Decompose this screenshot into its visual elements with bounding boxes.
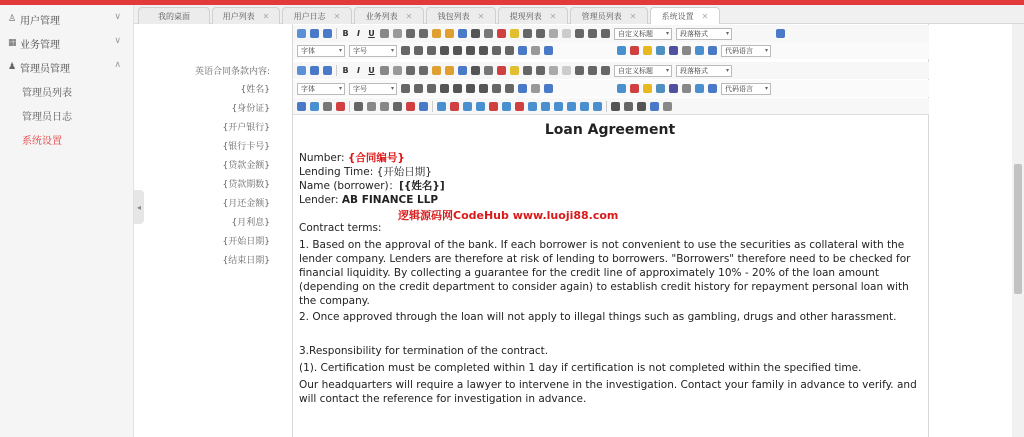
admin-icon: ♟: [8, 62, 17, 72]
term-3-heading: 3.Responsibility for termination of the contract.: [299, 345, 549, 357]
chevron-up-icon: ∧: [114, 60, 121, 70]
sidebar-menu-label: 业务管理: [20, 39, 60, 51]
align-right-icon[interactable]: [466, 46, 475, 55]
case-upper-icon[interactable]: [492, 84, 501, 93]
template-icon[interactable]: [323, 102, 332, 111]
sidebar-menu-user-management[interactable]: [0, 7, 133, 31]
special-char-icon[interactable]: [393, 102, 402, 111]
undo-icon[interactable]: [310, 29, 319, 38]
content-field-label: 英语合同条款内容:: [194, 67, 270, 77]
close-icon[interactable]: ✕: [701, 12, 709, 21]
map-icon[interactable]: [695, 84, 704, 93]
font-color-icon[interactable]: [497, 29, 506, 38]
image-icon[interactable]: [617, 84, 626, 93]
time-icon[interactable]: [380, 102, 389, 111]
font-border-icon[interactable]: [380, 66, 389, 75]
tab-withdraw-list[interactable]: [498, 7, 568, 24]
unordered-list-icon[interactable]: [536, 29, 545, 38]
code-language-select[interactable]: 代码语言 ▾: [721, 45, 771, 57]
placeholder-tag: {贷款金额}: [222, 161, 270, 171]
underline-icon[interactable]: U: [368, 29, 375, 38]
sidebar-menu-admin-management[interactable]: [0, 55, 133, 79]
term-2: 2. Once approved through the loan will not apply to illegal things such as gambling, drugs and other harassment.: [299, 311, 897, 323]
tab-user-log[interactable]: [282, 7, 352, 24]
fullscreen-icon[interactable]: [776, 29, 785, 38]
subscript-icon[interactable]: [419, 29, 428, 38]
sidebar-item-admin-log[interactable]: 管理员日志: [22, 111, 72, 123]
tab-label: 系统设置: [661, 12, 694, 21]
divider: [606, 101, 607, 112]
tab-label: 管理员列表: [581, 11, 622, 21]
custom-title-select[interactable]: 自定义标题 ▾: [614, 65, 672, 77]
html-source-icon[interactable]: [297, 29, 306, 38]
pasteplain-icon[interactable]: [484, 29, 493, 38]
term-3-1: (1). Certification must be completed within 1 day if certification is not completed within the specified time.: [299, 362, 862, 374]
line-height-icon[interactable]: [601, 66, 610, 75]
term-3-2: Our headquarters will require a lawyer to intervene in the investigation. Contact your family in advance to verify. and will contact the reference for investigation in advance.: [299, 379, 917, 405]
sidebar-menu-label: 用户管理: [20, 15, 60, 27]
user-icon: ♙: [8, 14, 17, 24]
tab-label: 我的桌面: [158, 11, 190, 21]
auto-typeset-icon[interactable]: [458, 29, 467, 38]
emoticon-icon[interactable]: [643, 46, 652, 55]
tab-my-desktop[interactable]: [138, 7, 210, 24]
split-cols-icon[interactable]: [593, 102, 602, 111]
grid-icon: ▦: [8, 38, 17, 48]
insert-paragraph-icon[interactable]: [463, 102, 472, 111]
scrawl-icon[interactable]: [336, 102, 345, 111]
page-scrollbar[interactable]: [1012, 24, 1024, 437]
placeholder-tag: {姓名}: [240, 85, 270, 95]
tab-bar: [134, 5, 1024, 24]
row-spacing-bottom-icon[interactable]: [588, 29, 597, 38]
tab-system-settings[interactable]: [650, 7, 720, 25]
horizontal-rule-icon[interactable]: [354, 102, 363, 111]
watermark: 逻辑源码网CodeHub www.luoji88.com: [398, 209, 619, 222]
case-upper-icon[interactable]: [492, 46, 501, 55]
placeholder-tag: {结束日期}: [222, 256, 270, 266]
indent-icon[interactable]: [427, 84, 436, 93]
merge-right-icon[interactable]: [541, 102, 550, 111]
editor-toolbar-main-2: [293, 80, 929, 97]
tab-user-list[interactable]: [212, 7, 280, 24]
redo-icon[interactable]: [323, 66, 332, 75]
sidebar-collapse-handle[interactable]: [134, 190, 144, 224]
insert-row-icon[interactable]: [476, 102, 485, 111]
emoticon-icon[interactable]: [643, 84, 652, 93]
close-icon[interactable]: ✕: [549, 11, 557, 21]
align-left-icon[interactable]: [440, 46, 449, 55]
highlight-icon[interactable]: [510, 29, 519, 38]
tab-label: 用户列表: [222, 11, 255, 21]
close-icon[interactable]: ✕: [629, 11, 637, 21]
lender-label: Lender:: [299, 194, 342, 206]
contract-number-tag: {合同编号}: [347, 152, 405, 164]
underline-icon[interactable]: U: [368, 66, 375, 75]
chevron-down-icon: ∨: [114, 36, 121, 46]
merge-down-icon[interactable]: [554, 102, 563, 111]
delete-row-icon[interactable]: [489, 102, 498, 111]
italic-icon[interactable]: I: [357, 66, 360, 75]
superscript-icon[interactable]: [406, 66, 415, 75]
placeholder-tag: {银行卡号}: [222, 142, 270, 152]
insert-col-icon[interactable]: [502, 102, 511, 111]
map-icon[interactable]: [695, 46, 704, 55]
tab-label: 提现列表: [509, 11, 542, 21]
drafts-icon[interactable]: [663, 102, 672, 111]
divider: [432, 101, 433, 112]
html-source-icon[interactable]: [297, 66, 306, 75]
placeholder-tag: {身份证}: [231, 104, 270, 114]
tab-label: 钱包列表: [437, 11, 470, 21]
divider: [336, 65, 337, 76]
undo-icon[interactable]: [310, 66, 319, 75]
lending-time: Lending Time: {开始日期}: [299, 166, 432, 178]
row-spacing-top-icon[interactable]: [575, 29, 584, 38]
page-break-icon[interactable]: [297, 102, 306, 111]
scrollbar-thumb[interactable]: [1014, 164, 1022, 294]
sidebar-menu-label: 管理员管理: [20, 63, 70, 75]
align-justify-icon[interactable]: [479, 46, 488, 55]
italic-icon[interactable]: I: [357, 29, 360, 38]
align-justify-icon[interactable]: [479, 84, 488, 93]
row-spacing-bottom-icon[interactable]: [588, 66, 597, 75]
font-color-icon[interactable]: [497, 66, 506, 75]
video-icon[interactable]: [656, 84, 665, 93]
ordered-list-icon[interactable]: [523, 66, 532, 75]
image-icon[interactable]: [617, 46, 626, 55]
anchor-icon[interactable]: [544, 84, 553, 93]
select-all-icon[interactable]: [549, 66, 558, 75]
strikethrough-icon[interactable]: [393, 66, 402, 75]
sidebar-menu-business-management[interactable]: [0, 31, 133, 55]
merge-cells-icon[interactable]: [528, 102, 537, 111]
align-center-icon[interactable]: [453, 84, 462, 93]
blockquote-icon[interactable]: [471, 66, 480, 75]
editor-toolbar-insert: [293, 98, 929, 115]
link-icon[interactable]: [518, 46, 527, 55]
sidebar-item-system-settings[interactable]: 系统设置: [22, 135, 62, 147]
font-family-select[interactable]: 字体 ▾: [297, 45, 345, 57]
close-icon[interactable]: ✕: [333, 11, 341, 21]
case-lower-icon[interactable]: [505, 84, 514, 93]
highlight-icon[interactable]: [510, 66, 519, 75]
search-replace-icon[interactable]: [637, 102, 646, 111]
split-rows-icon[interactable]: [580, 102, 589, 111]
borrower-label: Name (borrower)：: [299, 180, 400, 192]
placeholder-tag: {月利息}: [231, 218, 270, 228]
code-language-select[interactable]: 代码语言 ▾: [721, 83, 771, 95]
unlink-icon[interactable]: [531, 46, 540, 55]
close-icon[interactable]: ✕: [262, 11, 270, 21]
background-icon[interactable]: [310, 102, 319, 111]
music-icon[interactable]: [669, 84, 678, 93]
chevron-down-icon: ∨: [114, 12, 121, 22]
placeholder-tag: {月还金额}: [222, 199, 270, 209]
divider: [336, 28, 337, 39]
video-icon[interactable]: [656, 46, 665, 55]
editor-toolbar-main: [293, 62, 929, 79]
divider: [349, 101, 350, 112]
placeholder-tag: {开始日期}: [222, 237, 270, 247]
sidebar-item-admin-list[interactable]: 管理员列表: [22, 87, 72, 99]
row-spacing-top-icon[interactable]: [575, 66, 584, 75]
tab-admin-list[interactable]: [570, 7, 648, 24]
format-painter-icon[interactable]: [445, 29, 454, 38]
multi-image-icon[interactable]: [630, 84, 639, 93]
align-right-icon[interactable]: [466, 84, 475, 93]
sidebar: [0, 5, 134, 437]
date-icon[interactable]: [367, 102, 376, 111]
ltr-icon[interactable]: [401, 84, 410, 93]
case-lower-icon[interactable]: [505, 46, 514, 55]
editor-toolbar-top: [293, 25, 929, 42]
link-icon[interactable]: [518, 84, 527, 93]
align-center-icon[interactable]: [453, 46, 462, 55]
rtl-icon[interactable]: [414, 84, 423, 93]
ordered-list-icon[interactable]: [523, 29, 532, 38]
font-border-icon[interactable]: [380, 29, 389, 38]
rtl-icon[interactable]: [414, 46, 423, 55]
bold-icon[interactable]: B: [342, 66, 349, 75]
align-left-icon[interactable]: [440, 84, 449, 93]
superscript-icon[interactable]: [406, 29, 415, 38]
auto-typeset-icon[interactable]: [458, 66, 467, 75]
tab-label: 业务列表: [365, 11, 398, 21]
redo-icon[interactable]: [323, 29, 332, 38]
placeholder-tag: {贷款期数}: [222, 180, 270, 190]
document-title: Loan Agreement: [544, 122, 676, 138]
attachment-icon[interactable]: [682, 84, 691, 93]
font-family-select[interactable]: 字体 ▾: [297, 83, 345, 95]
editor-toolbar-top-2: [293, 42, 929, 59]
strikethrough-icon[interactable]: [393, 29, 402, 38]
anchor-icon[interactable]: [544, 46, 553, 55]
clear-doc-icon[interactable]: [562, 66, 571, 75]
close-icon[interactable]: ✕: [477, 11, 485, 21]
indent-icon[interactable]: [427, 46, 436, 55]
snapscreen-icon[interactable]: [419, 102, 428, 111]
preview-icon[interactable]: [624, 102, 633, 111]
clear-doc-icon[interactable]: [562, 29, 571, 38]
select-all-icon[interactable]: [549, 29, 558, 38]
tab-business-list[interactable]: [354, 7, 424, 24]
multi-image-icon[interactable]: [630, 46, 639, 55]
clear-format-icon[interactable]: [432, 66, 441, 75]
custom-title-select[interactable]: 自定义标题 ▾: [614, 28, 672, 40]
clear-format-icon[interactable]: [432, 29, 441, 38]
delete-table-icon[interactable]: [450, 102, 459, 111]
editor-content[interactable]: [299, 123, 921, 406]
rich-text-editor[interactable]: [292, 24, 929, 437]
pasteplain-icon[interactable]: [484, 66, 493, 75]
unlink-icon[interactable]: [531, 84, 540, 93]
font-size-select[interactable]: 字号 ▾: [349, 83, 397, 95]
music-icon[interactable]: [669, 46, 678, 55]
tab-label: 用户日志: [293, 11, 326, 21]
placeholder-tag: {开户银行}: [222, 123, 270, 133]
close-icon[interactable]: ✕: [405, 11, 413, 21]
bold-icon[interactable]: B: [342, 29, 349, 38]
frame-icon[interactable]: [708, 84, 717, 93]
tab-wallet-list[interactable]: [426, 7, 496, 24]
print-icon[interactable]: [611, 102, 620, 111]
wordimage-icon[interactable]: [406, 102, 415, 111]
term-1: 1. Based on the approval of the bank. If each borrower is not convenient to use the securities as collateral with the lender company. Lenders are therefore at risk of lending to borrowers. "Borrowers" therefore need to be checked for financial liquidity. By collecting a guarantee for the credit line of approximately 10% - 20% of the loan amount (depending on the credit department to consider again) to establish credit history for repayment personal loan with the company.: [299, 239, 911, 307]
paragraph-format-select[interactable]: 段落格式 ▾: [676, 28, 732, 40]
terms-heading: Contract terms:: [299, 222, 382, 234]
number-label: Number:: [299, 152, 348, 164]
insert-table-icon[interactable]: [437, 102, 446, 111]
ltr-icon[interactable]: [401, 46, 410, 55]
format-painter-icon[interactable]: [445, 66, 454, 75]
borrower-name-tag: [{姓名}]: [399, 180, 445, 192]
frame-icon[interactable]: [708, 46, 717, 55]
help-icon[interactable]: [650, 102, 659, 111]
paragraph-format-select[interactable]: 段落格式 ▾: [676, 65, 732, 77]
subscript-icon[interactable]: [419, 66, 428, 75]
lender-name: AB FINANCE LLP: [341, 194, 439, 206]
chevron-left-icon: ◂: [136, 202, 141, 212]
line-height-icon[interactable]: [601, 29, 610, 38]
split-cells-icon[interactable]: [567, 102, 576, 111]
unordered-list-icon[interactable]: [536, 66, 545, 75]
attachment-icon[interactable]: [682, 46, 691, 55]
blockquote-icon[interactable]: [471, 29, 480, 38]
delete-col-icon[interactable]: [515, 102, 524, 111]
font-size-select[interactable]: 字号 ▾: [349, 45, 397, 57]
